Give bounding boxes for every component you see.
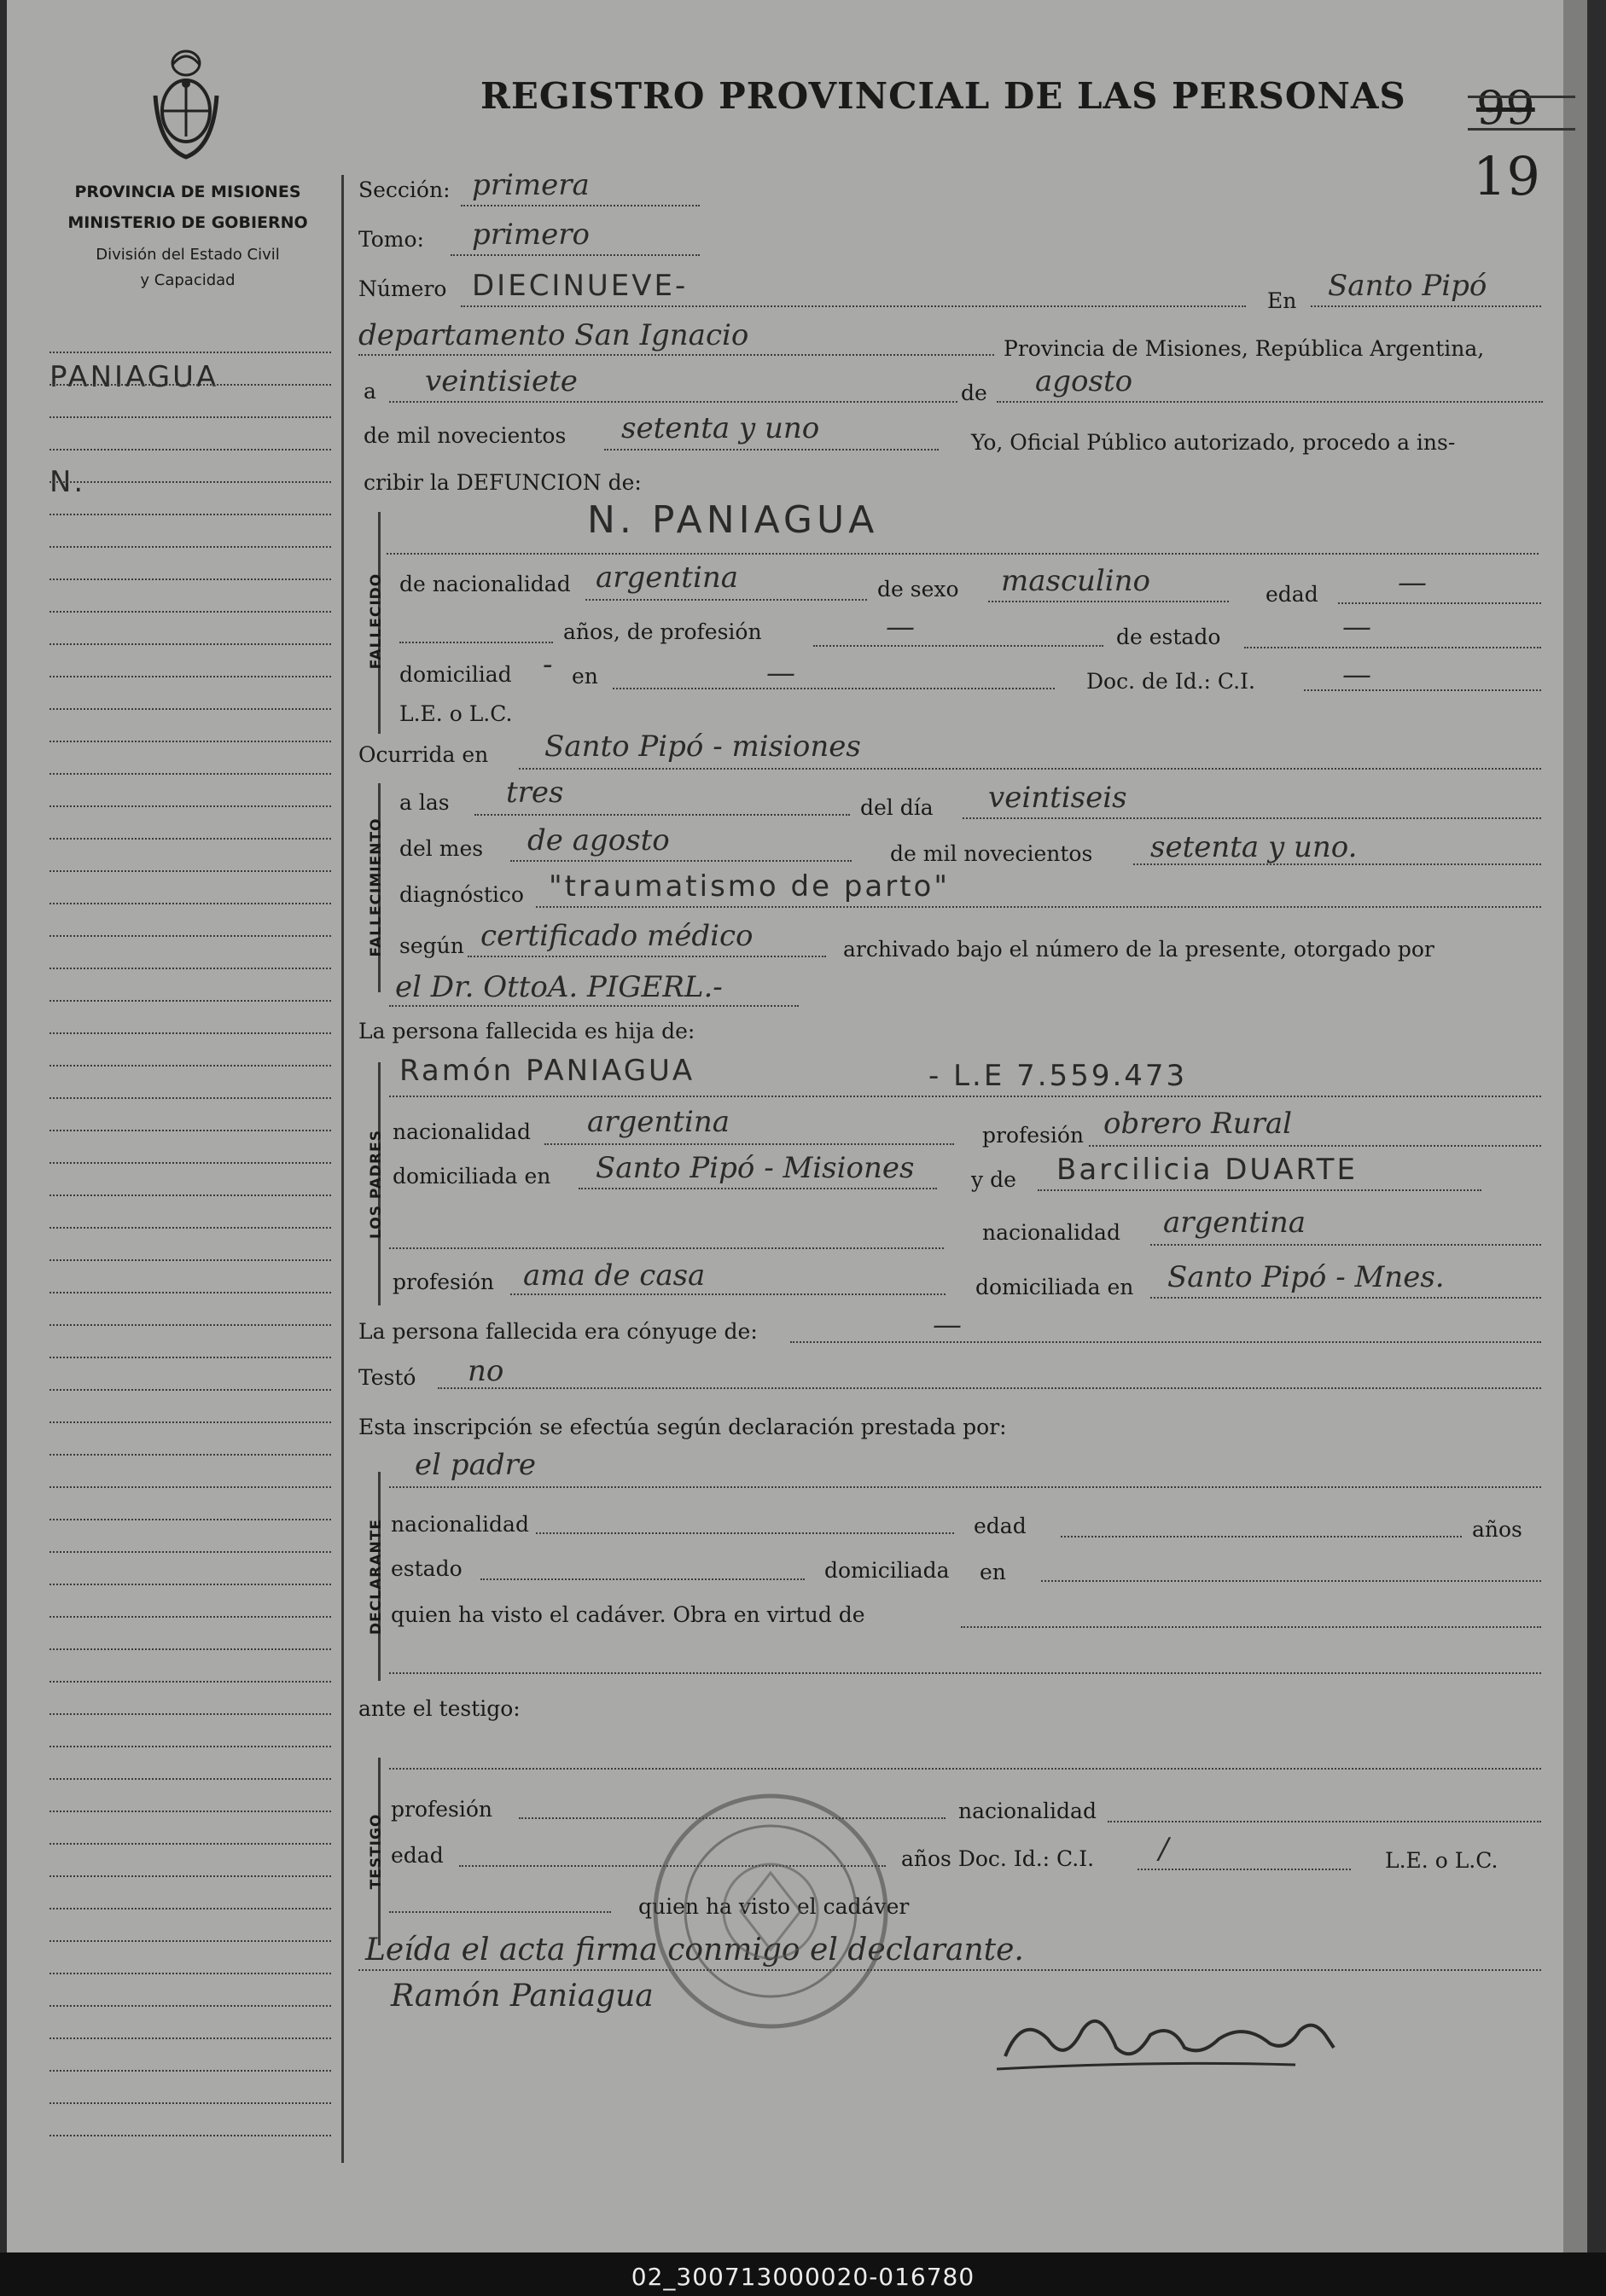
value-fallecido-domiciliad: - xyxy=(543,648,553,682)
field-line xyxy=(510,860,852,862)
margin-ruled-line xyxy=(49,1713,331,1715)
value-padre-domicilio: Santo Pipó - Misiones xyxy=(596,1151,915,1185)
field-line xyxy=(389,1005,799,1007)
field-line xyxy=(510,1293,946,1295)
label-y-de: y de xyxy=(971,1167,1016,1192)
label-tomo: Tomo: xyxy=(358,227,424,252)
field-line xyxy=(1061,1536,1462,1537)
margin-ruled-line xyxy=(49,1486,331,1488)
value-leida: Leída el acta firma conmigo el declarante. xyxy=(365,1933,1024,1968)
label-hija-de: La persona fallecida es hija de: xyxy=(358,1019,695,1043)
value-ocurrida-en: Santo Pipó - misiones xyxy=(544,729,861,764)
section-label-fallecido: FALLECIDO xyxy=(368,573,385,670)
field-line xyxy=(988,601,1229,602)
value-fallecido-estado: — xyxy=(1342,610,1371,644)
label-en: En xyxy=(1267,288,1297,313)
value-fallecido-edad: — xyxy=(1398,566,1427,600)
margin-ruled-line xyxy=(49,384,331,386)
margin-ruled-line xyxy=(49,2070,331,2072)
value-lugar: Santo Pipó xyxy=(1328,269,1487,303)
field-line xyxy=(468,956,826,957)
label-padre-domiciliada: domiciliada en xyxy=(393,1164,551,1189)
label-yo: Yo, Oficial Público autorizado, procedo a ins- xyxy=(971,430,1456,455)
value-medico: el Dr. OttoA. PIGERL.- xyxy=(395,970,723,1004)
label-diagnostico: diagnóstico xyxy=(399,882,524,907)
field-line xyxy=(399,642,553,643)
org-division: División del Estado Civil xyxy=(96,246,280,264)
value-conyuge: — xyxy=(933,1308,962,1342)
value-mes: agosto xyxy=(1035,364,1133,398)
margin-ruled-line xyxy=(49,546,331,548)
margin-ruled-line xyxy=(49,578,331,580)
margin-ruled-line xyxy=(49,1811,331,1812)
margin-ruled-line xyxy=(49,2005,331,2007)
footer-caption: 02_300713000020-016780 xyxy=(631,2263,975,2291)
margin-ruled-line xyxy=(49,935,331,937)
label-del-dia: del día xyxy=(860,795,934,820)
label-de: de xyxy=(961,381,987,405)
margin-ruled-line xyxy=(49,481,331,483)
label-doc-id: Doc. de Id.: C.I. xyxy=(1086,669,1255,694)
margin-ruled-line xyxy=(49,1454,331,1456)
divider xyxy=(1468,96,1575,98)
value-dia-fallecimiento: veintiseis xyxy=(988,781,1127,815)
label-segun: según xyxy=(399,933,464,958)
margin-name: N. xyxy=(49,465,86,499)
field-line xyxy=(1338,602,1541,604)
margin-ruled-line xyxy=(49,1195,331,1196)
field-line xyxy=(389,1672,1541,1674)
value-diagnostico: "traumatismo de parto" xyxy=(549,869,950,904)
value-padre-nombre: Ramón PANIAGUA xyxy=(399,1054,695,1088)
margin-ruled-line xyxy=(49,1616,331,1618)
margin-ruled-line xyxy=(49,1519,331,1520)
margin-ruled-line xyxy=(49,1357,331,1358)
label-ocurrida: Ocurrida en xyxy=(358,742,489,767)
coat-of-arms-icon xyxy=(143,44,229,164)
margin-ruled-line xyxy=(49,352,331,353)
margin-ruled-line xyxy=(49,611,331,613)
divider xyxy=(1468,128,1575,131)
label-testigo-edad: edad xyxy=(391,1843,444,1868)
label-sexo: de sexo xyxy=(877,577,959,602)
field-line xyxy=(613,688,1055,689)
value-fallecido-profesion: — xyxy=(886,610,915,644)
field-line xyxy=(1244,647,1541,648)
field-line xyxy=(1089,1145,1541,1147)
value-fallecido-nacionalidad: argentina xyxy=(596,561,739,595)
margin-ruled-line xyxy=(49,449,331,450)
field-line xyxy=(461,205,700,206)
org-province: PROVINCIA DE MISIONES xyxy=(74,183,301,201)
label-madre-nacionalidad: nacionalidad xyxy=(982,1220,1120,1245)
field-line xyxy=(790,1341,1541,1343)
field-line xyxy=(579,1188,937,1189)
field-line xyxy=(358,1969,1541,1971)
section-label-declarante: DECLARANTE xyxy=(368,1519,385,1635)
margin-ruled-line xyxy=(49,2037,331,2039)
section-label-padres: LOS PADRES xyxy=(368,1130,385,1239)
field-line xyxy=(389,1486,1541,1488)
field-line xyxy=(1133,863,1541,865)
field-line xyxy=(1138,1869,1351,1870)
certificate-page xyxy=(7,0,1587,2252)
label-edad: edad xyxy=(1266,582,1318,607)
field-line xyxy=(389,1911,611,1913)
margin-ruled-line xyxy=(49,1421,331,1423)
margin-ruled-line xyxy=(49,1000,331,1002)
margin-ruled-line xyxy=(49,1875,331,1877)
label-padre-nacionalidad: nacionalidad xyxy=(393,1119,531,1144)
label-padre-profesion: profesión xyxy=(982,1123,1085,1148)
field-line xyxy=(997,401,1543,403)
label-a: a xyxy=(364,379,376,404)
label-le-lc: L.E. o L.C. xyxy=(399,701,513,726)
label-inscripcion: Esta inscripción se efectúa según declaración prestada por: xyxy=(358,1415,1007,1439)
margin-ruled-line xyxy=(49,416,331,418)
label-testigo-le-lc: L.E. o L.C. xyxy=(1385,1848,1498,1873)
value-declarante: el padre xyxy=(415,1448,536,1482)
margin-ruled-line xyxy=(49,741,331,742)
label-testo: Testó xyxy=(358,1365,416,1390)
label-domiciliad: domiciliad xyxy=(399,662,512,687)
field-line xyxy=(389,401,957,403)
margin-ruled-line xyxy=(49,1648,331,1650)
margin-ruled-line xyxy=(49,1973,331,1974)
margin-ruled-line xyxy=(49,1065,331,1067)
field-line xyxy=(1041,1580,1541,1582)
margin-ruled-line xyxy=(49,1130,331,1131)
label-declarante-nacionalidad: nacionalidad xyxy=(391,1512,529,1537)
field-line xyxy=(389,1768,1541,1770)
label-testigo-profesion: profesión xyxy=(391,1797,493,1822)
margin-ruled-line xyxy=(49,643,331,645)
field-line xyxy=(1304,689,1541,691)
value-numero: DIECINUEVE- xyxy=(472,269,689,303)
label-estado: de estado xyxy=(1116,625,1221,649)
margin-ruled-line xyxy=(49,1908,331,1909)
margin-ruled-line xyxy=(49,1227,331,1229)
label-declarante-edad: edad xyxy=(974,1514,1027,1538)
value-fallecido-sexo: masculino xyxy=(1001,564,1151,598)
margin-ruled-line xyxy=(49,514,331,515)
field-line xyxy=(358,354,994,356)
label-del-mes: del mes xyxy=(399,836,484,861)
label-de-mil: de mil novecientos xyxy=(364,423,567,448)
field-line xyxy=(389,1247,944,1249)
value-madre-nombre: Barcilicia DUARTE xyxy=(1056,1153,1358,1187)
field-line xyxy=(387,553,1539,555)
margin-ruled-line xyxy=(49,1843,331,1845)
margin-ruled-line xyxy=(49,805,331,807)
label-testigo-quien: quien ha visto el cadáver xyxy=(638,1894,910,1919)
margin-ruled-line xyxy=(49,1681,331,1683)
margin-ruled-line xyxy=(49,1778,331,1780)
value-departamento: departamento San Ignacio xyxy=(358,318,749,352)
margin-ruled-line xyxy=(49,1324,331,1326)
margin-ruled-line xyxy=(49,1259,331,1261)
label-madre-domiciliada: domiciliada en xyxy=(975,1275,1134,1299)
field-line xyxy=(438,1387,1541,1389)
label-conyuge: La persona fallecida era cónyuge de: xyxy=(358,1319,758,1344)
value-fallecido-doc: — xyxy=(1342,658,1371,692)
value-padre-nacionalidad: argentina xyxy=(587,1105,730,1139)
field-line xyxy=(961,1626,1541,1628)
field-line xyxy=(1038,1189,1481,1191)
field-line xyxy=(1150,1244,1541,1246)
value-tomo: primero xyxy=(472,218,590,252)
field-line xyxy=(585,599,867,601)
value-fallecido-domicilio: — xyxy=(766,656,795,690)
field-line xyxy=(480,1578,805,1580)
margin-ruled-line xyxy=(49,2135,331,2136)
value-dia: veintisiete xyxy=(425,364,578,398)
field-line xyxy=(519,768,1541,770)
label-declarante-domiciliada: domiciliada xyxy=(824,1558,950,1583)
margin-ruled-line xyxy=(49,1746,331,1747)
margin-ruled-line xyxy=(49,676,331,677)
label-provincia: Provincia de Misiones, República Argentina, xyxy=(1004,336,1485,361)
label-archivado: archivado bajo el número de la presente, otorgado por xyxy=(843,937,1434,962)
label-quien-obra: quien ha visto el cadáver. Obra en virtud de xyxy=(391,1602,865,1627)
value-madre-profesion: ama de casa xyxy=(523,1258,706,1293)
field-line xyxy=(1108,1821,1541,1822)
margin-ruled-line xyxy=(49,1584,331,1585)
label-declarante-anos: años xyxy=(1472,1517,1522,1542)
label-declarante-estado: estado xyxy=(391,1556,463,1581)
margin-ruled-line xyxy=(49,1292,331,1293)
margin-ruled-line xyxy=(49,1032,331,1034)
value-hora: tres xyxy=(506,776,564,810)
org-capacity: y Capacidad xyxy=(140,271,236,289)
label-de-mil-nov: de mil novecientos xyxy=(890,841,1093,866)
value-padre-profesion: obrero Rural xyxy=(1103,1107,1293,1141)
label-numero: Número xyxy=(358,276,447,301)
margin-surname: PANIAGUA xyxy=(49,360,219,394)
field-line xyxy=(1311,305,1541,307)
label-madre-profesion: profesión xyxy=(393,1270,495,1294)
label-anos-profesion: años, de profesión xyxy=(563,619,762,644)
field-line xyxy=(461,305,1246,307)
value-testigo-ci: / xyxy=(1159,1832,1169,1866)
value-madre-domicilio: Santo Pipó - Mnes. xyxy=(1167,1260,1445,1294)
registro-number-old: 99 xyxy=(1476,81,1535,135)
field-line xyxy=(474,814,850,816)
value-anio: setenta y uno xyxy=(621,411,820,445)
value-seccion: primera xyxy=(472,168,590,202)
officer-signature-icon xyxy=(988,1997,1347,2090)
label-ante-testigo: ante el testigo: xyxy=(358,1696,521,1721)
margin-ruled-line xyxy=(49,2102,331,2104)
page-edge xyxy=(1563,0,1587,2252)
org-ministry: MINISTERIO DE GOBIERNO xyxy=(67,213,308,232)
field-line xyxy=(544,1143,954,1145)
registro-number: 19 xyxy=(1473,145,1540,207)
label-testigo-nacionalidad: nacionalidad xyxy=(958,1799,1097,1823)
label-a-las: a las xyxy=(399,790,450,815)
margin-ruled-line xyxy=(49,903,331,904)
margin-ruled-line xyxy=(49,1389,331,1391)
field-line xyxy=(813,645,1103,647)
label-domicilio-en: en xyxy=(572,664,598,689)
official-stamp-icon xyxy=(630,1783,911,2039)
section-label-testigo: TESTIGO xyxy=(368,1813,385,1890)
field-line xyxy=(963,817,1541,819)
margin-ruled-line xyxy=(49,870,331,872)
field-line xyxy=(451,254,700,256)
value-anio-fallecimiento: setenta y uno. xyxy=(1150,830,1358,864)
page-title: REGISTRO PROVINCIAL DE LAS PERSONAS xyxy=(480,75,1406,117)
value-certificado: certificado médico xyxy=(480,919,754,953)
margin-ruled-line xyxy=(49,1097,331,1099)
field-line xyxy=(536,906,1541,908)
label-nacionalidad: de nacionalidad xyxy=(399,572,571,596)
field-line xyxy=(536,1532,954,1534)
margin-ruled-line xyxy=(49,708,331,710)
label-cribir: cribir la DEFUNCION de: xyxy=(364,470,642,495)
field-line xyxy=(604,449,939,450)
value-padre-doc: - L.E 7.559.473 xyxy=(928,1059,1188,1093)
value-madre-nacionalidad: argentina xyxy=(1163,1206,1306,1240)
section-label-fallecimiento: FALLECIMIENTO xyxy=(368,817,385,957)
label-testigo-anos-doc: años Doc. Id.: C.I. xyxy=(901,1846,1095,1871)
label-declarante-en: en xyxy=(980,1560,1006,1584)
margin-ruled-line xyxy=(49,1551,331,1553)
margin-divider xyxy=(341,175,344,2163)
value-firma-declarante: Ramón Paniagua xyxy=(391,1979,654,2014)
margin-ruled-line xyxy=(49,1940,331,1942)
field-line xyxy=(389,1096,1541,1097)
label-seccion: Sección: xyxy=(358,177,451,202)
margin-ruled-line xyxy=(49,1162,331,1164)
margin-ruled-line xyxy=(49,968,331,969)
field-line xyxy=(1150,1297,1541,1299)
value-mes-fallecimiento: de agosto xyxy=(527,823,670,857)
margin-ruled-line xyxy=(49,838,331,840)
value-fallecido-nombre: N. PANIAGUA xyxy=(587,498,879,542)
value-testo: no xyxy=(468,1354,504,1388)
margin-ruled-line xyxy=(49,773,331,775)
